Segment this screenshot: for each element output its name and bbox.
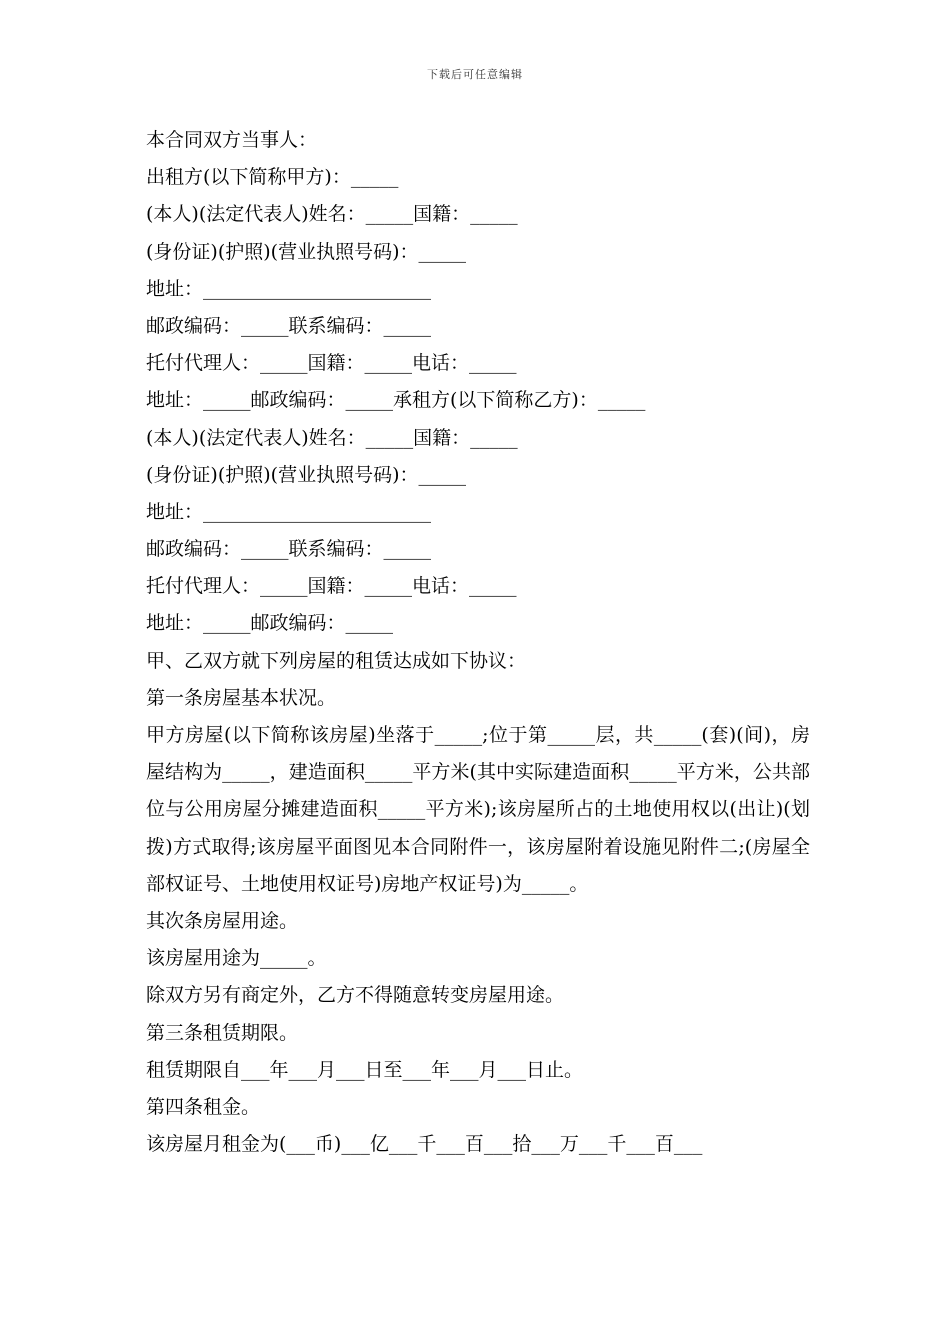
lessee-id-line: (身份证)(护照)(营业执照号码)：_____ xyxy=(146,463,466,486)
lessor-id-line: (身份证)(护照)(营业执照号码)：_____ xyxy=(146,240,466,263)
lessee-agent-line: 托付代理人：_____国籍：_____电话：_____ xyxy=(146,575,517,598)
article-4-heading: 第四条租金。 xyxy=(146,1095,261,1118)
article-3-term: 租赁期限自___年___月___日至___年___月___日止。 xyxy=(146,1058,584,1081)
article-2-usage: 该房屋用途为_____。 xyxy=(146,947,327,970)
page-header: 下载后可任意编辑 xyxy=(427,68,523,81)
contract-body xyxy=(146,122,810,1163)
lessee-name-line: (本人)(法定代表人)姓名：_____国籍：_____ xyxy=(146,426,518,449)
article-1-body: 甲方房屋(以下简称该房屋)坐落于_____;位于第_____层，共_____(套)(间)，房屋结构为_____，建造面积_____平方米(其中实际建造面积_____平方米，公共部位与公用房屋分摊建造面积_____平方米);该房屋所占的土地使用权以(出让)(划拨)方式取得;该房屋平面图见本合同附件一，该房屋附着设施见附件二;(房屋全部权证号、土地使用权证号)房地产权证号)为_____。 xyxy=(146,724,810,895)
parties-heading: 本合同双方当事人： xyxy=(146,129,318,151)
lessor-line: 出租方(以下简称甲方)：_____ xyxy=(146,166,399,189)
lessor-agent-address-lessee-line: 地址：_____邮政编码：_____承租方(以下简称乙方)：_____ xyxy=(146,389,646,412)
lessor-address-line: 地址：________________________ xyxy=(146,277,432,300)
article-1-heading: 第一条房屋基本状况。 xyxy=(146,686,337,709)
article-3-heading: 第三条租赁期限。 xyxy=(146,1021,299,1044)
lessor-postcode-line: 邮政编码：_____联系编码：_____ xyxy=(146,314,432,337)
agreement-intro: 甲、乙双方就下列房屋的租赁达成如下协议： xyxy=(146,649,527,672)
lessor-agent-line: 托付代理人：_____国籍：_____电话：_____ xyxy=(146,352,517,375)
article-2-heading: 其次条房屋用途。 xyxy=(146,910,299,933)
lessor-name-line: (本人)(法定代表人)姓名：_____国籍：_____ xyxy=(146,203,518,226)
article-2-restriction: 除双方另有商定外，乙方不得随意转变房屋用途。 xyxy=(146,984,565,1007)
lessee-agent-address-line: 地址：_____邮政编码：_____ xyxy=(146,612,394,635)
lessee-postcode-line: 邮政编码：_____联系编码：_____ xyxy=(146,538,432,561)
article-4-rent: 该房屋月租金为(___币)___亿___千___百___拾___万___千___百___ xyxy=(146,1133,703,1156)
lessee-address-line: 地址：________________________ xyxy=(146,500,432,523)
